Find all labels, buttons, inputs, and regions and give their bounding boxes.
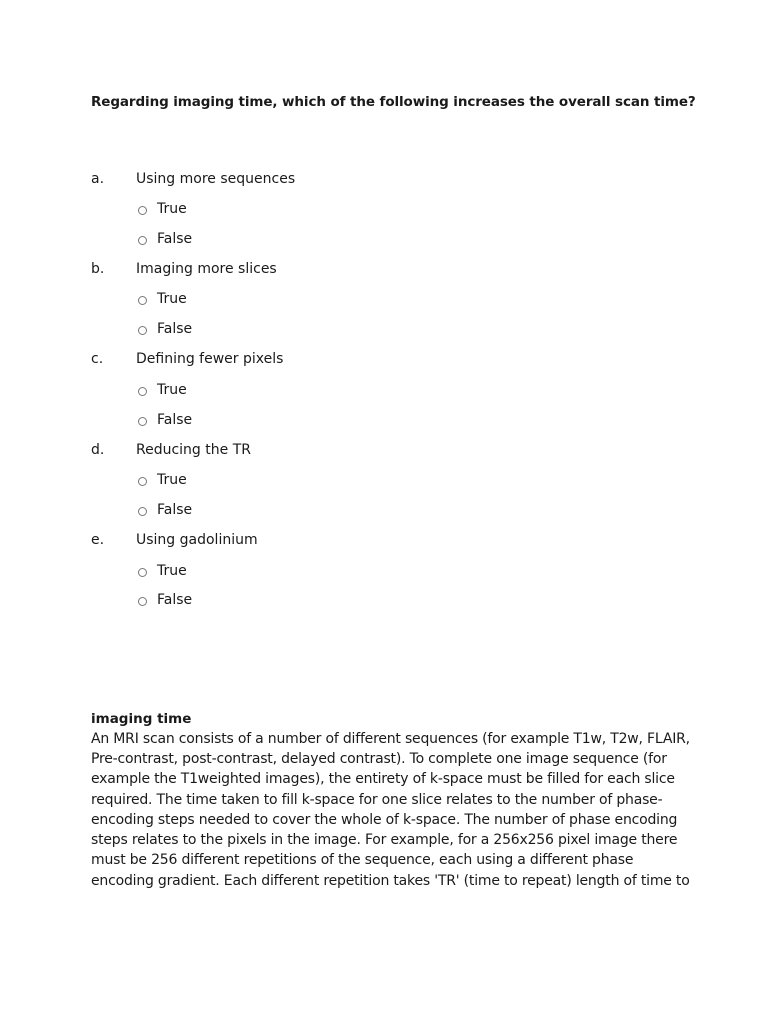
item-statement: Defining fewer pixels bbox=[136, 351, 284, 367]
option-label: True bbox=[157, 563, 187, 579]
explanation-line: must be 256 different repetitions of the sequence, each using a different phase bbox=[91, 852, 634, 868]
question-text: Regarding imaging time, which of the following increases the overall scan time? bbox=[91, 94, 696, 110]
radio-icon[interactable] bbox=[138, 387, 147, 396]
option-label: True bbox=[157, 382, 187, 398]
radio-icon[interactable] bbox=[138, 507, 147, 516]
radio-icon[interactable] bbox=[138, 568, 147, 577]
item-letter: b. bbox=[91, 261, 105, 277]
radio-icon[interactable] bbox=[138, 597, 147, 606]
radio-icon[interactable] bbox=[138, 326, 147, 335]
item-c-false-option[interactable] bbox=[138, 412, 192, 428]
option-label: False bbox=[157, 412, 193, 428]
radio-icon[interactable] bbox=[138, 206, 147, 215]
option-label: True bbox=[157, 291, 187, 307]
explanation-line: encoding steps needed to cover the whole of k-space. The number of phase encoding bbox=[91, 812, 678, 828]
item-statement: Imaging more slices bbox=[136, 261, 277, 277]
option-label: False bbox=[157, 592, 193, 608]
radio-icon[interactable] bbox=[138, 236, 147, 245]
item-letter: a. bbox=[91, 171, 105, 187]
item-b-false-option[interactable] bbox=[138, 321, 192, 337]
radio-icon[interactable] bbox=[138, 477, 147, 486]
explanation-line: example the T1weighted images), the entirety of k-space must be filled for each slice bbox=[91, 771, 675, 787]
explanation-line: encoding gradient. Each different repetition takes 'TR' (time to repeat) length of time to bbox=[91, 873, 690, 889]
item-e-false-option[interactable] bbox=[138, 592, 192, 608]
option-label: True bbox=[157, 201, 187, 217]
item-d-false-option[interactable] bbox=[138, 502, 192, 518]
option-label: False bbox=[157, 502, 193, 518]
option-label: False bbox=[157, 231, 193, 247]
item-statement: Using more sequences bbox=[136, 171, 296, 187]
item-statement: Using gadolinium bbox=[136, 532, 258, 548]
explanation-title: imaging time bbox=[91, 711, 192, 727]
option-label: False bbox=[157, 321, 193, 337]
item-a-false-option[interactable] bbox=[138, 231, 192, 247]
item-b-true-option[interactable] bbox=[138, 291, 187, 307]
item-e-true-option[interactable] bbox=[138, 563, 187, 579]
radio-icon[interactable] bbox=[138, 417, 147, 426]
item-c-true-option[interactable] bbox=[138, 382, 187, 398]
option-label: True bbox=[157, 472, 187, 488]
item-letter: e. bbox=[91, 532, 105, 548]
explanation-line: steps relates to the pixels in the image. For example, for a 256x256 pixel image there bbox=[91, 832, 678, 848]
item-statement: Reducing the TR bbox=[136, 442, 251, 458]
item-a-true-option[interactable] bbox=[138, 201, 187, 217]
item-letter: c. bbox=[91, 351, 104, 367]
explanation-line: An MRI scan consists of a number of different sequences (for example T1w, T2w, FLAIR, bbox=[91, 731, 690, 747]
radio-icon[interactable] bbox=[138, 296, 147, 305]
explanation-line: Pre-contrast, post-contrast, delayed contrast). To complete one image sequence (for bbox=[91, 751, 667, 767]
item-letter: d. bbox=[91, 442, 105, 458]
item-d-true-option[interactable] bbox=[138, 472, 187, 488]
explanation-line: required. The time taken to fill k-space for one slice relates to the number of phase- bbox=[91, 792, 663, 808]
